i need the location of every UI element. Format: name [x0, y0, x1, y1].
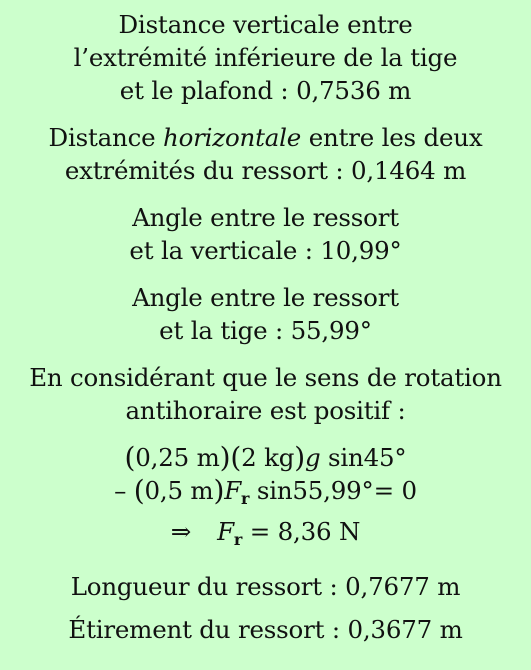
minus-sign: –	[114, 476, 134, 505]
implies-arrow: ⇒	[170, 517, 192, 546]
angle-vertical-paragraph	[0, 201, 531, 267]
force-result-value: = 8,36 N	[242, 517, 361, 546]
force-result-subscript: r	[233, 530, 243, 549]
torque-equation	[0, 441, 531, 556]
horizontal-distance-prefix: Distance	[48, 123, 163, 152]
spring-stretch-paragraph	[0, 613, 531, 646]
vertical-distance-paragraph	[0, 8, 531, 107]
sine-55-term: sin55,99°= 0	[249, 476, 417, 505]
equation-line-3	[0, 515, 531, 556]
spring-length-paragraph	[0, 570, 531, 603]
paren-close-1: )	[219, 441, 231, 474]
vertical-distance-line-2: l’extrémité inférieure de la tige	[73, 43, 458, 72]
rotation-sense-paragraph	[0, 361, 531, 427]
sine-45-term: sin45°	[320, 443, 407, 472]
horizontal-distance-line-2: extrémités du ressort : 0,1464 m	[64, 156, 467, 185]
horizontal-distance-line-1	[0, 121, 531, 154]
rotation-sense-line-2: antihoraire est positif :	[125, 396, 406, 425]
horizontal-distance-italic-word: horizontale	[163, 123, 302, 152]
spring-stretch-line: Étirement du ressort : 0,3677 m	[68, 615, 463, 644]
equation-line-1	[0, 441, 531, 474]
force-symbol: F	[224, 476, 241, 505]
paren-close-2: )	[294, 441, 305, 474]
vertical-distance-line-3: et le plafond : 0,7536 m	[119, 76, 412, 105]
paren-close-3: )	[213, 474, 225, 507]
horizontal-distance-suffix: entre les deux	[301, 123, 483, 152]
spring-length-line: Longueur du ressort : 0,7677 m	[70, 572, 461, 601]
gravity-symbol: g	[304, 443, 321, 472]
angle-rod-paragraph	[0, 281, 531, 347]
equation-line-2	[0, 474, 531, 515]
angle-vertical-line-2: et la verticale : 10,99°	[129, 236, 402, 265]
paren-open-3: (	[133, 474, 145, 507]
vertical-distance-line-1: Distance verticale entre	[118, 10, 413, 39]
spring-arm-value: 0,5 m	[144, 476, 214, 505]
force-subscript: r	[241, 489, 250, 508]
paren-open-1: (	[124, 441, 136, 474]
angle-rod-line-2: et la tige : 55,99°	[159, 316, 372, 345]
mass-value: 2 kg	[241, 443, 295, 472]
horizontal-distance-paragraph	[0, 121, 531, 187]
rotation-sense-line-1: En considérant que le sens de rotation	[29, 363, 502, 392]
force-result-symbol: F	[217, 517, 234, 546]
angle-rod-line-1: Angle entre le ressort	[132, 283, 399, 312]
paren-open-2: (	[230, 441, 242, 474]
angle-vertical-line-1: Angle entre le ressort	[132, 203, 399, 232]
lever-arm-value: 0,25 m	[135, 443, 220, 472]
